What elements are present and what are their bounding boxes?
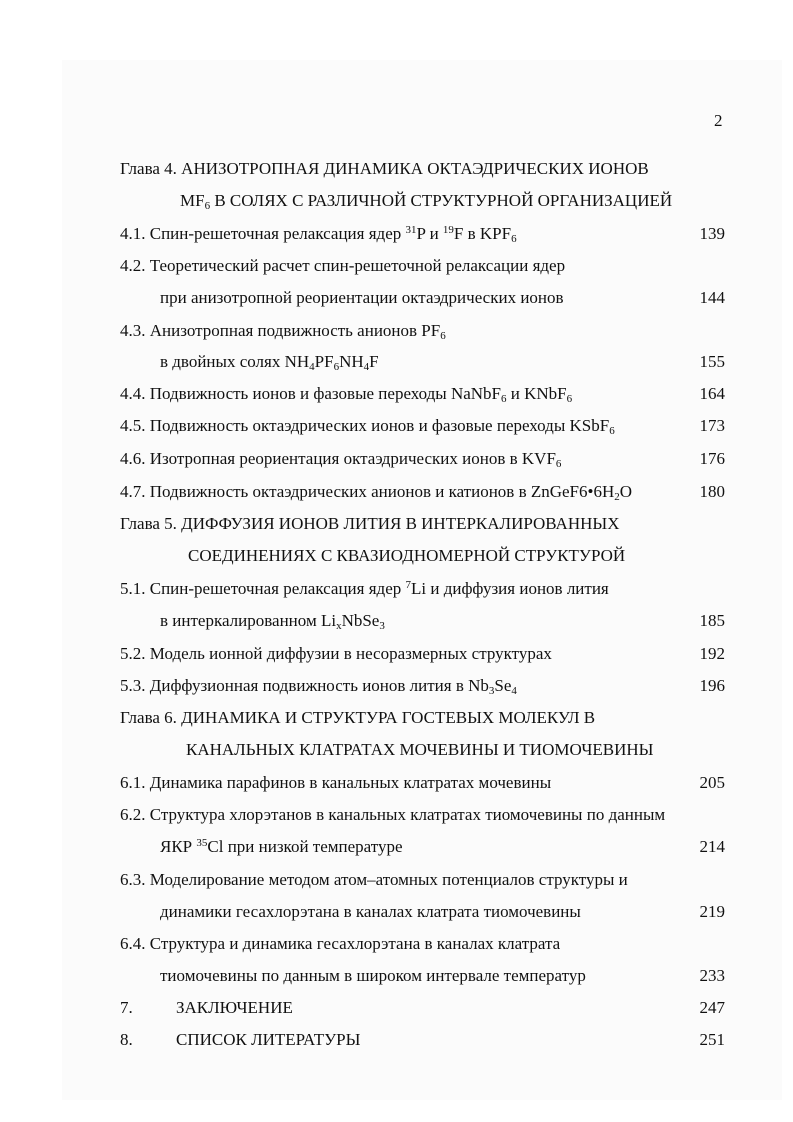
chapter-6-title: Глава 6. ДИНАМИКА И СТРУКТУРА ГОСТЕВЫХ МОЛЕКУЛ В	[120, 708, 596, 727]
toc-entry-6-1[interactable]: 6.1. Динамика парафинов в канальных клатратах мочевины	[120, 773, 552, 792]
toc-entry-4-6[interactable]: 4.6. Изотропная реориентация октаэдрических ионов в $KVF_6$	[120, 449, 562, 470]
toc-page-4-6: 176	[699, 449, 725, 468]
toc-page-4-1: 139	[699, 224, 725, 243]
toc-page-7: 247	[699, 998, 725, 1017]
toc-page-4-2: 144	[699, 288, 725, 307]
toc-page-8: 251	[699, 1030, 725, 1049]
toc-entry-4-7[interactable]: 4.7. Подвижность октаэдрических анионов и катионов в $ZnGeF6•6H_2O$	[120, 482, 633, 503]
toc-entry-4-3[interactable]: 4.3. Анизотропная подвижность анионов $PF_6$	[120, 321, 446, 342]
toc-entry-6-4[interactable]: 6.4. Структура и динамика гесахлорэтана в каналах клатрата	[120, 934, 561, 953]
toc-entry-4-1[interactable]: 4.1. Спин-решеточная релаксация ядер $^{31}$P и $^{19}$F в $KPF_6$	[120, 224, 517, 245]
toc-page-5-3: 196	[699, 676, 725, 695]
toc-entry-5-3[interactable]: 5.3. Диффузионная подвижность ионов лития в $Nb_3Se_4$	[120, 676, 517, 697]
toc-number-7: 7.	[120, 998, 133, 1017]
toc-entry-4-2[interactable]: 4.2. Теоретический расчет спин-решеточной релаксации ядер	[120, 256, 566, 275]
toc-entry-4-3-cont[interactable]: в двойных солях $NH_4PF_6NH_4F$	[160, 352, 379, 373]
toc-entry-6-3[interactable]: 6.3. Моделирование методом атом–атомных потенциалов структуры и	[120, 870, 628, 889]
toc-entry-5-1-cont[interactable]: в интеркалированном $Li_xNbSe_3$	[160, 611, 385, 632]
page-number: 2	[714, 111, 723, 130]
toc-entry-8[interactable]: СПИСОК ЛИТЕРАТУРЫ	[176, 1030, 361, 1049]
toc-entry-6-4-cont[interactable]: тиомочевины по данным в широком интервале температур	[160, 966, 586, 985]
toc-entry-6-2-cont[interactable]: ЯКР $^{35}$Cl при низкой температуре	[160, 837, 403, 856]
chapter-4-title: Глава 4. АНИЗОТРОПНАЯ ДИНАМИКА ОКТАЭДРИЧЕСКИХ ИОНОВ	[120, 159, 649, 178]
toc-page-6-4: 233	[699, 966, 725, 985]
chapter-5-title-cont: СОЕДИНЕНИЯХ С КВАЗИОДНОМЕРНОЙ СТРУКТУРОЙ	[188, 546, 626, 565]
toc-entry-4-2-cont[interactable]: при анизотропной реориентации октаэдрических ионов	[160, 288, 564, 307]
toc-page-4-5: 173	[699, 416, 725, 435]
chapter-5-title: Глава 5. ДИФФУЗИЯ ИОНОВ ЛИТИЯ В ИНТЕРКАЛИРОВАННЫХ	[120, 514, 620, 533]
toc-page-4-7: 180	[699, 482, 725, 501]
toc-entry-4-4[interactable]: 4.4. Подвижность ионов и фазовые переходы NaNbF$_6$ и KNbF$_6$	[120, 384, 573, 405]
toc-page-5-1: 185	[699, 611, 725, 630]
toc-entry-4-5[interactable]: 4.5. Подвижность октаэдрических ионов и фазовые переходы KSbF$_6$	[120, 416, 615, 437]
toc-page-4-3: 155	[699, 352, 725, 371]
toc-page-4-4: 164	[699, 384, 725, 403]
toc-number-8: 8.	[120, 1030, 133, 1049]
toc-page-6-3: 219	[699, 902, 725, 921]
toc-entry-6-3-cont[interactable]: динамики гесахлорэтана в каналах клатрата тиомочевины	[160, 902, 581, 921]
chapter-4-title-cont: $MF_6$ В СОЛЯХ С РАЗЛИЧНОЙ СТРУКТУРНОЙ ОРГАНИЗАЦИЕЙ	[180, 191, 673, 212]
toc-entry-7[interactable]: ЗАКЛЮЧЕНИЕ	[176, 998, 293, 1017]
toc-page-5-2: 192	[699, 644, 725, 663]
toc-entry-5-1[interactable]: 5.1. Спин-решеточная релаксация ядер $^7$Li и диффузия ионов лития	[120, 579, 609, 598]
toc-page-6-2: 214	[699, 837, 725, 856]
toc-entry-6-2[interactable]: 6.2. Структура хлорэтанов в канальных клатратах тиомочевины по данным	[120, 805, 666, 824]
toc-entry-5-2[interactable]: 5.2. Модель ионной диффузии в несоразмерных структурах	[120, 644, 552, 663]
chapter-6-title-cont: КАНАЛЬНЫХ КЛАТРАТАХ МОЧЕВИНЫ И ТИОМОЧЕВИНЫ	[186, 740, 654, 759]
toc-page-6-1: 205	[699, 773, 725, 792]
